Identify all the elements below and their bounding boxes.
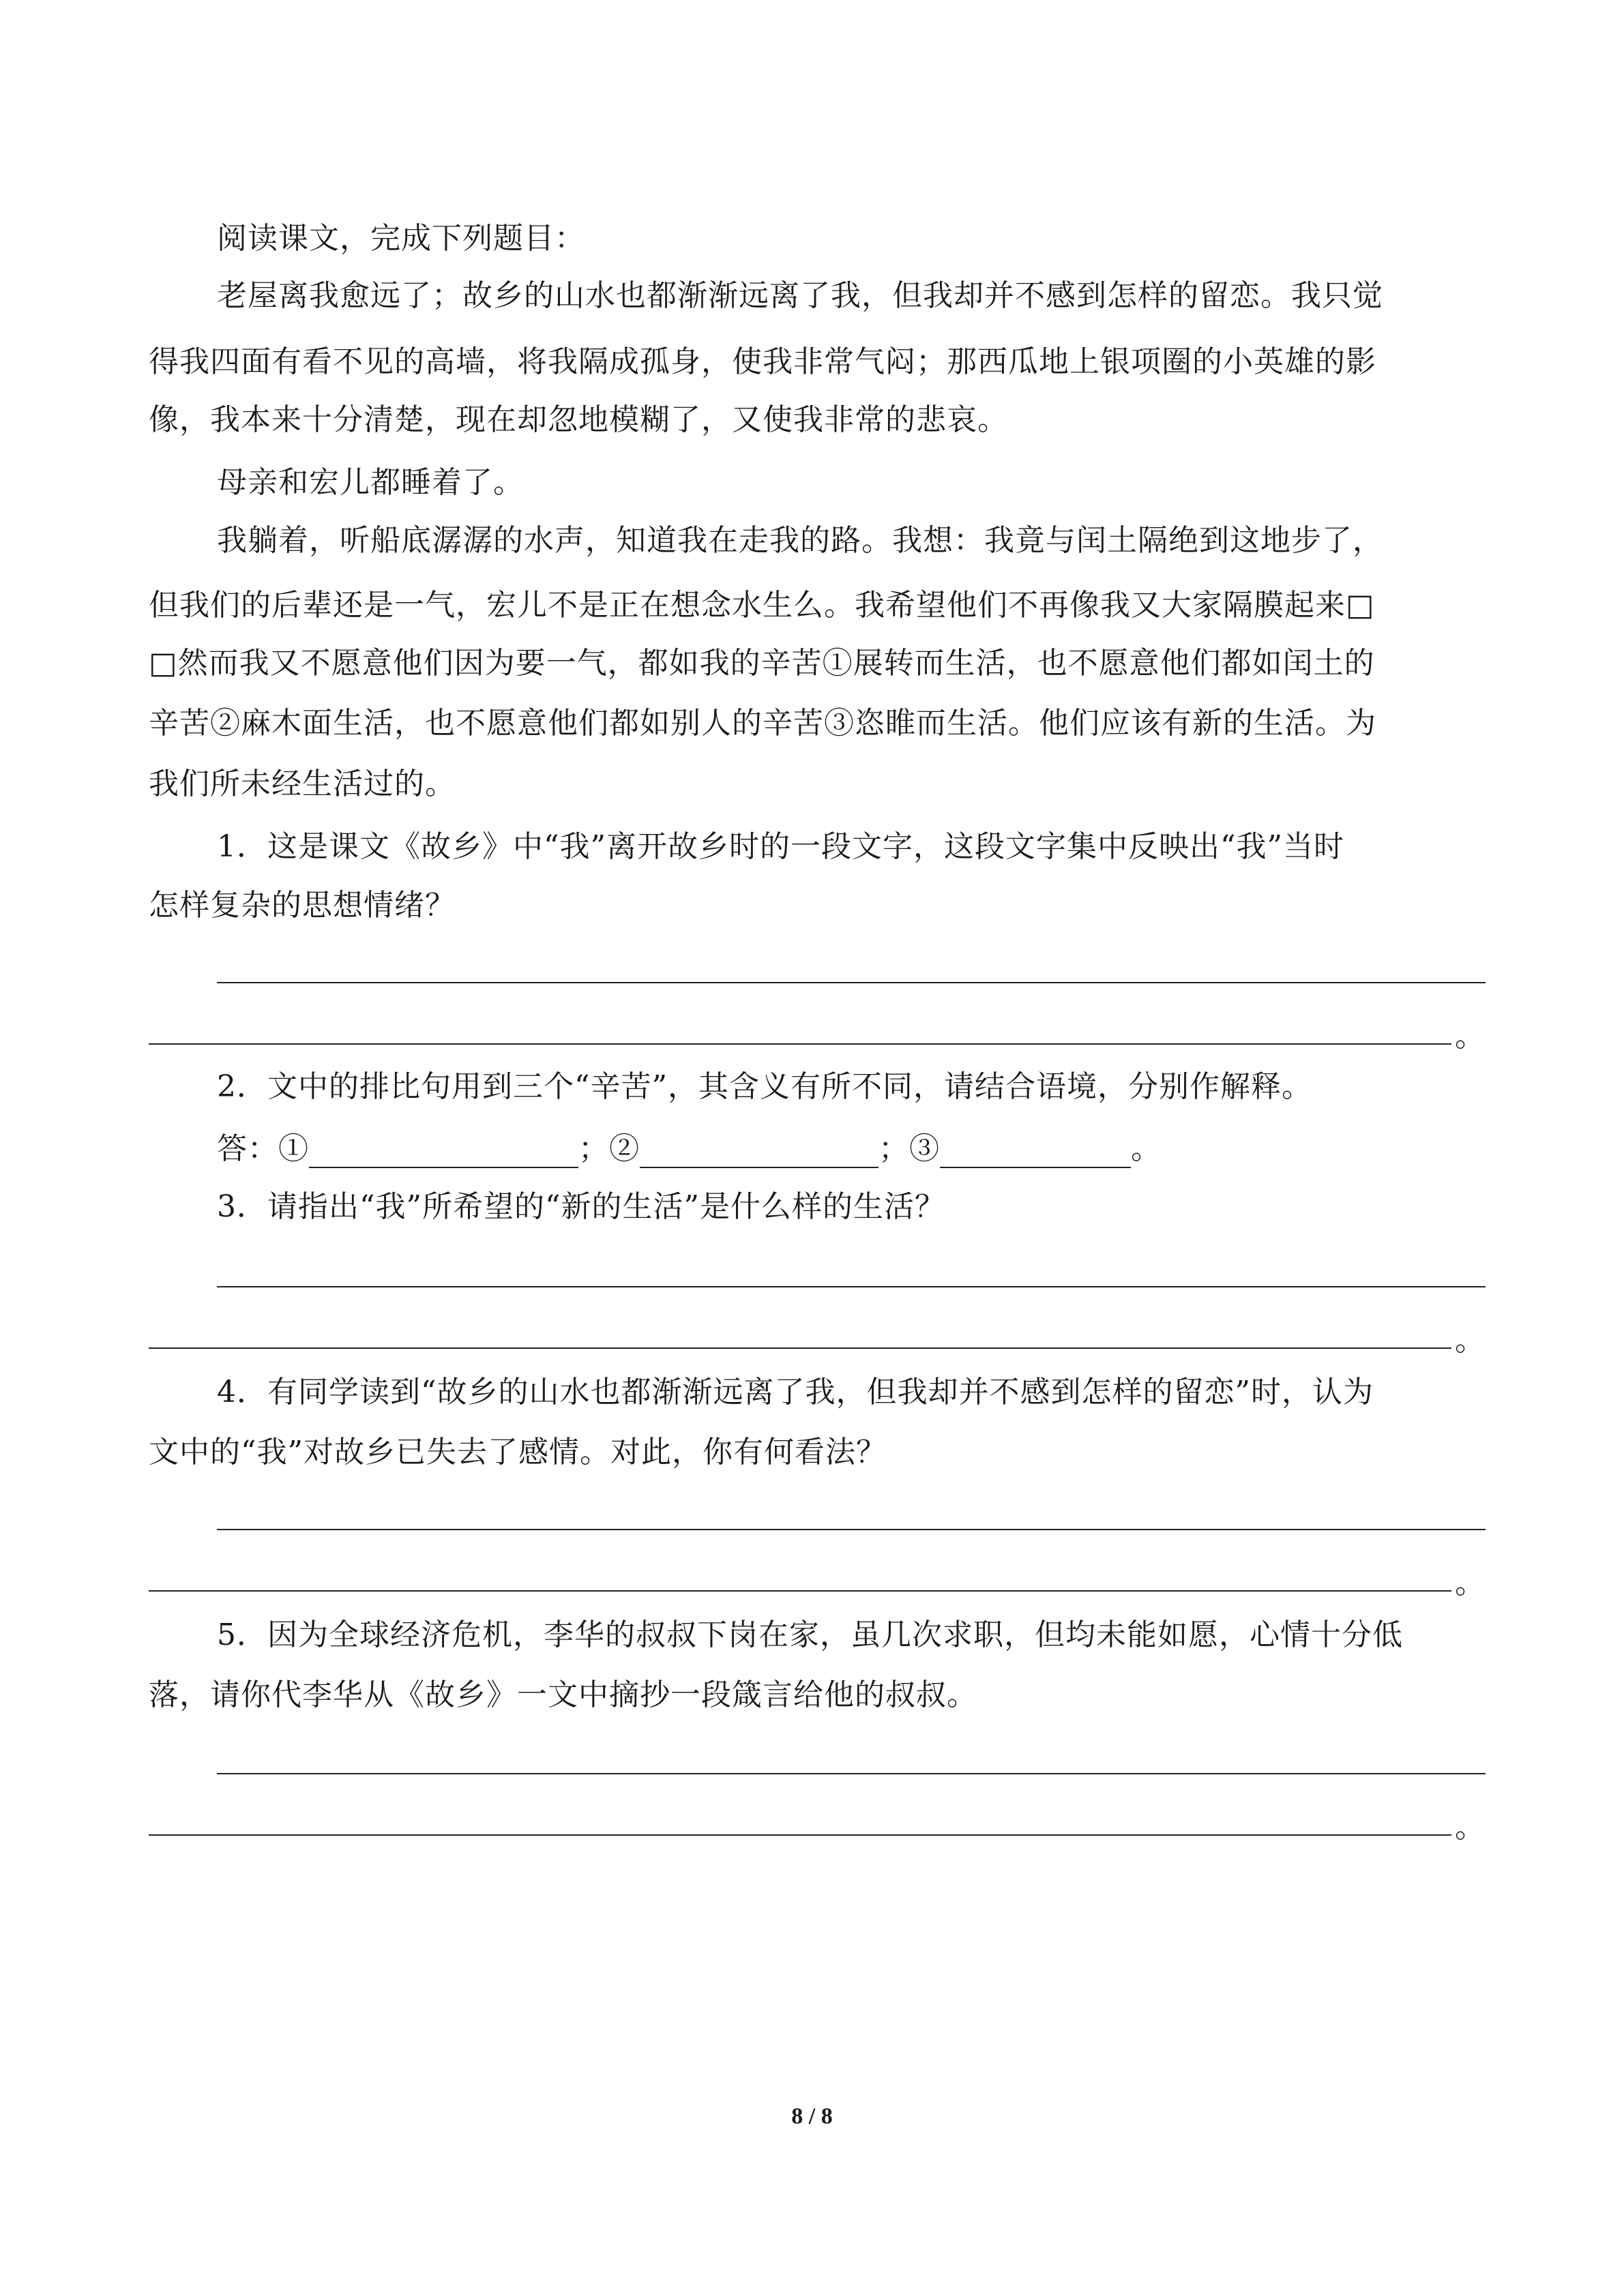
answer-blank-1[interactable] xyxy=(309,1139,578,1168)
answer-line[interactable] xyxy=(217,982,1486,983)
answer-end-mark: 。 xyxy=(1455,1566,1485,1600)
question-2-text: 2．文中的排比句用到三个“辛苦”，其含义有所不同，请结合语境，分别作解释。 xyxy=(217,1069,1312,1104)
passage-line: 辛苦②麻木面生活，也不愿意他们都如别人的辛苦③恣睢而生活。他们应该有新的生活。为 xyxy=(149,706,1376,741)
passage-line: 我躺着，听船底潺潺的水声，知道我在走我的路。我想：我竟与闰土隔绝到这地步了， xyxy=(217,523,1383,558)
passage-line: 像，我本来十分清楚，现在却忽地模糊了，又使我非常的悲哀。 xyxy=(149,402,1008,437)
answer-blank-3[interactable] xyxy=(940,1139,1131,1168)
passage-line: □然而我又不愿意他们因为要一气，都如我的辛苦①展转而生活，也不愿意他们都如闰土的 xyxy=(149,646,1375,681)
question-4-line: 4．有同学读到“故乡的山水也都渐渐远离了我，但我却并不感到怎样的留恋”时，认为 xyxy=(217,1375,1374,1410)
answer-prefix: 答：① xyxy=(217,1131,309,1166)
answer-line[interactable] xyxy=(149,1347,1451,1349)
answer-separator: ；② xyxy=(578,1131,640,1166)
answer-line[interactable] xyxy=(149,1834,1451,1836)
question-4-line: 文中的“我”对故乡已失去了感情。对此，你有何看法？ xyxy=(149,1435,887,1470)
answer-line[interactable] xyxy=(217,1286,1486,1287)
question-3-text: 3．请指出“我”所希望的“新的生活”是什么样的生活？ xyxy=(217,1189,945,1224)
answer-end-mark: 。 xyxy=(1455,1323,1485,1358)
page-number: 8 / 8 xyxy=(791,2104,833,2129)
answer-blank-2[interactable] xyxy=(640,1139,879,1168)
answer-separator: ；③ xyxy=(879,1131,940,1166)
answer-end: 。 xyxy=(1131,1131,1162,1166)
answer-line[interactable] xyxy=(217,1773,1486,1774)
instruction-text: 阅读课文，完成下列题目： xyxy=(217,221,585,256)
question-5-line: 落，请你代李华从《故乡》一文中摘抄一段箴言给他的叔叔。 xyxy=(149,1678,977,1712)
passage-line: 母亲和宏儿都睡着了。 xyxy=(217,465,524,500)
passage-line: 老屋离我愈远了；故乡的山水也都渐渐远离了我，但我却并不感到怎样的留恋。我只觉 xyxy=(217,278,1383,313)
answer-end-mark: 。 xyxy=(1455,1810,1485,1845)
passage-line: 得我四面有看不见的高墙，将我隔成孤身，使我非常气闷；那西瓜地上银项圈的小英雄的影 xyxy=(149,344,1376,379)
answer-line[interactable] xyxy=(217,1529,1486,1530)
answer-line[interactable] xyxy=(149,1590,1451,1592)
answer-end-mark: 。 xyxy=(1455,1019,1485,1054)
passage-line: 但我们的后辈还是一气，宏儿不是正在想念水生么。我希望他们不再像我又大家隔膜起来□ xyxy=(149,588,1375,623)
passage-line: 我们所未经生活过的。 xyxy=(149,766,456,801)
answer-line[interactable] xyxy=(149,1043,1451,1045)
question-1-line: 1．这是课文《故乡》中“我”离开故乡时的一段文字，这段文字集中反映出“我”当时 xyxy=(217,829,1344,864)
question-5-line: 5．因为全球经济危机，李华的叔叔下岗在家，虽几次求职，但均未能如愿，心情十分低 xyxy=(217,1617,1403,1652)
question-2-answer-row xyxy=(217,1130,1162,1168)
question-1-line: 怎样复杂的思想情绪？ xyxy=(149,888,456,923)
